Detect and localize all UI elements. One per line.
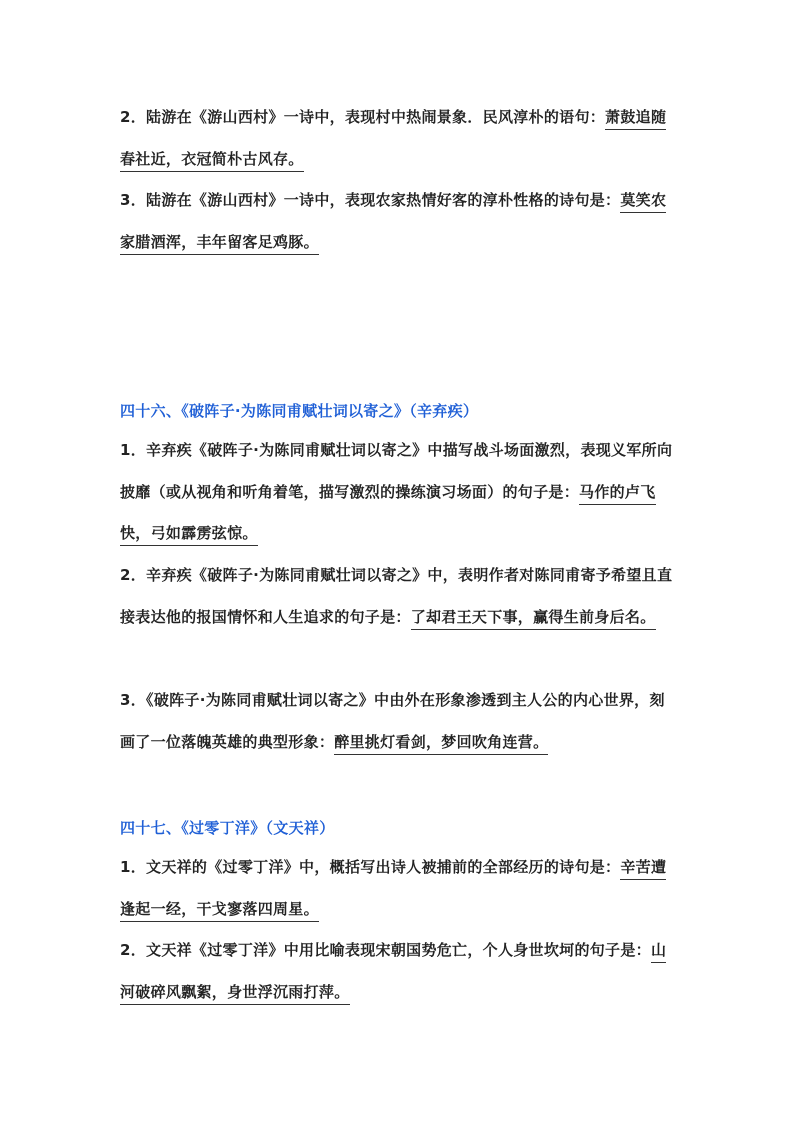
- answer-text: 了却君王天下事，赢得生前身后名。: [411, 608, 656, 630]
- question-text: 1．文天祥的《过零丁洋》中，概括写出诗人被捕前的全部经历的诗句是：: [120, 858, 621, 876]
- answer-text: 马作的卢飞快，弓如霹雳弦惊。: [120, 483, 656, 547]
- answer-text: 莫笑农家腊酒浑，丰年留客足鸡豚。: [120, 191, 666, 255]
- s46-question-3: [120, 680, 680, 763]
- question-text: 3．《破阵子·为陈同甫赋壮词以寄之》中由外在形象渗透到主人公的内心世界，刻画了一位落魄英雄的典型形象：: [120, 691, 665, 751]
- answer-text: 萧鼓追随春社近，衣冠简朴古风存。: [120, 108, 666, 172]
- s47-question-1: [120, 847, 680, 930]
- question-text: 3．陆游在《游山西村》一诗中，表现农家热情好客的淳朴性格的诗句是：: [120, 191, 621, 209]
- s46-question-1: [120, 430, 680, 555]
- s47-question-2: [120, 930, 680, 1013]
- question-text: 2．陆游在《游山西村》一诗中，表现村中热闹景象．民风淳朴的语句：: [120, 108, 606, 126]
- question-text: 2．文天祥《过零丁洋》中用比喻表现宋朝国势危亡，个人身世坎坷的句子是：: [120, 941, 651, 959]
- answer-text: 山河破碎风飘絮，身世浮沉雨打萍。: [120, 941, 666, 1005]
- section-46-heading: 四十六、《破阵子·为陈同甫赋壮词以寄之》（辛弃疾）: [120, 402, 479, 420]
- answer-text: 醉里挑灯看剑，梦回吹角连营。: [334, 733, 548, 755]
- question-text: 2．辛弃疾《破阵子·为陈同甫赋壮词以寄之》中，表明作者对陈同甫寄予希望且直接表达他的报国情怀和人生追求的句子是：: [120, 566, 673, 626]
- question-text: 1．辛弃疾《破阵子·为陈同甫赋壮词以寄之》中描写战斗场面激烈，表现义军所向披靡（或从视角和听角着笔，描写激烈的操练演习场面）的句子是：: [120, 441, 673, 501]
- s46-question-2: [120, 555, 680, 638]
- s45-question-3: [120, 180, 680, 263]
- answer-text: 辛苦遭逢起一经，干戈寥落四周星。: [120, 858, 666, 922]
- s45-question-2: [120, 97, 680, 180]
- section-47-heading: 四十七、《过零丁洋》（文天祥）: [120, 819, 335, 837]
